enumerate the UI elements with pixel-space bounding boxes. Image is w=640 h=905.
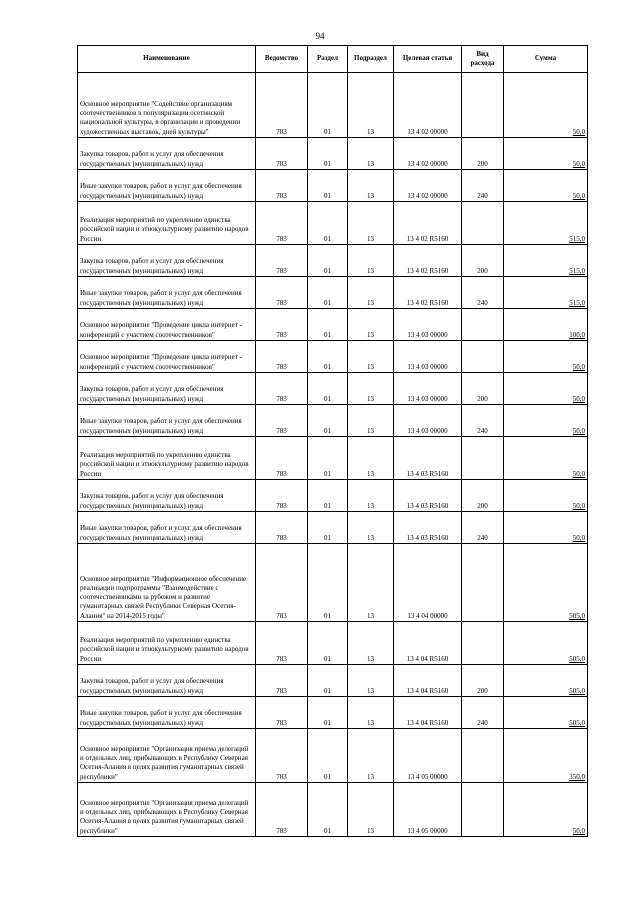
row-subsection: 13 <box>348 544 394 622</box>
row-target: 13 4 03 00000 <box>394 373 462 405</box>
row-expense-type: 240 <box>462 277 504 309</box>
row-section: 01 <box>308 437 348 480</box>
row-expense-type <box>462 202 504 245</box>
row-dept: 783 <box>256 544 308 622</box>
header-name: Наименование <box>78 46 256 73</box>
row-dept: 783 <box>256 138 308 170</box>
row-section: 01 <box>308 341 348 373</box>
row-section: 01 <box>308 697 348 729</box>
table-row <box>78 373 588 405</box>
row-amount: 515,0 <box>504 202 588 245</box>
row-subsection: 13 <box>348 277 394 309</box>
row-target: 13 4 02 R5160 <box>394 202 462 245</box>
row-amount: 50,0 <box>504 373 588 405</box>
table-row <box>78 277 588 309</box>
table-row <box>78 341 588 373</box>
row-amount: 50,0 <box>504 341 588 373</box>
header-expense-type: Вид расхода <box>462 46 504 73</box>
row-dept: 783 <box>256 373 308 405</box>
row-target: 13 4 02 00000 <box>394 170 462 202</box>
row-subsection: 13 <box>348 373 394 405</box>
row-target: 13 4 03 00000 <box>394 405 462 437</box>
row-subsection: 13 <box>348 480 394 512</box>
row-section: 01 <box>308 245 348 277</box>
row-dept: 783 <box>256 277 308 309</box>
row-dept: 783 <box>256 729 308 783</box>
row-amount: 515,0 <box>504 277 588 309</box>
table-row <box>78 783 588 837</box>
table-row <box>78 202 588 245</box>
row-name: Закупка товаров, работ и услуг для обеспечения государственных (муниципальных) нужд <box>78 480 256 512</box>
row-section: 01 <box>308 622 348 665</box>
row-target: 13 4 04 00000 <box>394 544 462 622</box>
row-subsection: 13 <box>348 437 394 480</box>
row-subsection: 13 <box>348 783 394 837</box>
row-name: Основное мероприятие "Содействие организациям соотечественников в популяризации осетинской национальной культуры, в организации и проведении художественных выставок, дней культуры" <box>78 73 256 138</box>
row-subsection: 13 <box>348 309 394 341</box>
row-section: 01 <box>308 405 348 437</box>
row-expense-type: 240 <box>462 405 504 437</box>
row-target: 13 4 04 R5160 <box>394 665 462 697</box>
row-subsection: 13 <box>348 170 394 202</box>
row-expense-type: 240 <box>462 170 504 202</box>
row-target: 13 4 03 R5160 <box>394 437 462 480</box>
table-row <box>78 697 588 729</box>
header-section: Раздел <box>308 46 348 73</box>
row-expense-type <box>462 437 504 480</box>
row-amount: 505,0 <box>504 544 588 622</box>
row-subsection: 13 <box>348 138 394 170</box>
row-expense-type: 240 <box>462 697 504 729</box>
row-amount: 50,0 <box>504 480 588 512</box>
row-dept: 783 <box>256 622 308 665</box>
row-amount: 50,0 <box>504 138 588 170</box>
row-target: 13 4 02 R5160 <box>394 277 462 309</box>
row-expense-type: 200 <box>462 480 504 512</box>
row-target: 13 4 05 00000 <box>394 783 462 837</box>
table-row <box>78 138 588 170</box>
row-name: Основное мероприятие "Проведение цикла интернет - конференций с участием соотечественников" <box>78 309 256 341</box>
row-name: Иные закупки товаров, работ и услуг для обеспечения государственных (муниципальных) нужд <box>78 405 256 437</box>
row-section: 01 <box>308 170 348 202</box>
row-target: 13 4 03 R5160 <box>394 480 462 512</box>
row-expense-type <box>462 544 504 622</box>
row-amount: 50,0 <box>504 405 588 437</box>
row-amount: 50,0 <box>504 170 588 202</box>
row-name: Основное мероприятие "Организация приема делегаций и отдельных лиц, прибывающих в Республику Северная Осетия-Алания в целях развития гуманитарных связей республики" <box>78 729 256 783</box>
row-expense-type <box>462 309 504 341</box>
page-number: 94 <box>315 31 325 41</box>
row-name: Основное мероприятие "Организация приема делегаций и отдельных лиц, прибывающих в Республику Северная Осетия-Алания в целях развития гуманитарных связей республики" <box>78 783 256 837</box>
row-subsection: 13 <box>348 202 394 245</box>
row-dept: 783 <box>256 202 308 245</box>
row-amount: 505,0 <box>504 622 588 665</box>
row-name: Закупка товаров, работ и услуг для обеспечения государственных (муниципальных) нужд <box>78 665 256 697</box>
row-dept: 783 <box>256 341 308 373</box>
row-dept: 783 <box>256 480 308 512</box>
row-expense-type: 240 <box>462 512 504 544</box>
row-subsection: 13 <box>348 245 394 277</box>
table-row <box>78 480 588 512</box>
row-target: 13 4 02 00000 <box>394 73 462 138</box>
header-dept: Ведомство <box>256 46 308 73</box>
row-dept: 783 <box>256 783 308 837</box>
row-section: 01 <box>308 512 348 544</box>
row-expense-type: 200 <box>462 373 504 405</box>
row-expense-type: 200 <box>462 245 504 277</box>
row-section: 01 <box>308 665 348 697</box>
row-section: 01 <box>308 277 348 309</box>
row-expense-type: 200 <box>462 138 504 170</box>
row-amount: 350,0 <box>504 729 588 783</box>
table-row <box>78 729 588 783</box>
row-name: Закупка товаров, работ и услуг для обеспечения государственных (муниципальных) нужд <box>78 138 256 170</box>
table-row <box>78 73 588 138</box>
table-row <box>78 512 588 544</box>
row-name: Иные закупки товаров, работ и услуг для обеспечения государственных (муниципальных) нужд <box>78 277 256 309</box>
row-dept: 783 <box>256 405 308 437</box>
row-target: 13 4 02 00000 <box>394 138 462 170</box>
header-target: Целевая статья <box>394 46 462 73</box>
row-name: Закупка товаров, работ и услуг для обеспечения государственных (муниципальных) нужд <box>78 373 256 405</box>
row-expense-type: 200 <box>462 665 504 697</box>
row-amount: 50,0 <box>504 512 588 544</box>
row-name: Основное мероприятие "Информационное обеспечение реализации подпрограммы "Взаимодействие с соотечественниками за рубежом и развитие гуманитарных связей Республики Северная Осетия-Алания" на 2014-2015 годы" <box>78 544 256 622</box>
row-amount: 505,0 <box>504 665 588 697</box>
row-target: 13 4 04 R5160 <box>394 622 462 665</box>
row-name: Основное мероприятие "Проведение цикла интернет - конференций с участием соотечественников" <box>78 341 256 373</box>
row-target: 13 4 05 00000 <box>394 729 462 783</box>
row-expense-type <box>462 341 504 373</box>
row-expense-type <box>462 622 504 665</box>
row-name: Реализация мероприятий по укреплению единства российской нации и этнокультурному развитию народов России <box>78 622 256 665</box>
budget-table <box>77 45 588 837</box>
table-row <box>78 405 588 437</box>
row-target: 13 4 04 R5160 <box>394 697 462 729</box>
row-section: 01 <box>308 73 348 138</box>
table-row <box>78 309 588 341</box>
row-section: 01 <box>308 138 348 170</box>
row-target: 13 4 03 R5160 <box>394 512 462 544</box>
row-expense-type <box>462 73 504 138</box>
row-expense-type <box>462 729 504 783</box>
row-name: Иные закупки товаров, работ и услуг для обеспечения государственных (муниципальных) нужд <box>78 170 256 202</box>
row-section: 01 <box>308 783 348 837</box>
row-dept: 783 <box>256 512 308 544</box>
row-target: 13 4 03 00000 <box>394 341 462 373</box>
row-subsection: 13 <box>348 341 394 373</box>
row-name: Закупка товаров, работ и услуг для обеспечения государственных (муниципальных) нужд <box>78 245 256 277</box>
row-target: 13 4 02 R5160 <box>394 245 462 277</box>
row-dept: 783 <box>256 73 308 138</box>
row-dept: 783 <box>256 170 308 202</box>
row-subsection: 13 <box>348 73 394 138</box>
row-name: Реализация мероприятий по укреплению единства российской нации и этнокультурному развитию народов России <box>78 202 256 245</box>
table-row <box>78 665 588 697</box>
row-subsection: 13 <box>348 665 394 697</box>
header-amount: Сумма <box>504 46 588 73</box>
row-expense-type <box>462 783 504 837</box>
row-amount: 50,0 <box>504 73 588 138</box>
header-subsection: Подраздел <box>348 46 394 73</box>
table-header-row <box>78 46 588 73</box>
table-row <box>78 622 588 665</box>
row-section: 01 <box>308 544 348 622</box>
row-dept: 783 <box>256 697 308 729</box>
table-row <box>78 245 588 277</box>
table-row <box>78 544 588 622</box>
row-subsection: 13 <box>348 697 394 729</box>
row-amount: 50,0 <box>504 437 588 480</box>
row-amount: 50,0 <box>504 783 588 837</box>
row-subsection: 13 <box>348 729 394 783</box>
row-name: Реализация мероприятий по укреплению единства российской нации и этнокультурному развитию народов России <box>78 437 256 480</box>
row-section: 01 <box>308 202 348 245</box>
table-row <box>78 170 588 202</box>
row-dept: 783 <box>256 665 308 697</box>
row-subsection: 13 <box>348 512 394 544</box>
row-amount: 515,0 <box>504 245 588 277</box>
row-name: Иные закупки товаров, работ и услуг для обеспечения государственных (муниципальных) нужд <box>78 512 256 544</box>
row-target: 13 4 03 00000 <box>394 309 462 341</box>
row-dept: 783 <box>256 437 308 480</box>
row-dept: 783 <box>256 245 308 277</box>
row-dept: 783 <box>256 309 308 341</box>
row-section: 01 <box>308 729 348 783</box>
table-row <box>78 437 588 480</box>
row-section: 01 <box>308 373 348 405</box>
row-section: 01 <box>308 309 348 341</box>
row-amount: 100,0 <box>504 309 588 341</box>
row-amount: 505,0 <box>504 697 588 729</box>
row-subsection: 13 <box>348 405 394 437</box>
row-section: 01 <box>308 480 348 512</box>
row-subsection: 13 <box>348 622 394 665</box>
table-body <box>78 73 588 837</box>
row-name: Иные закупки товаров, работ и услуг для обеспечения государственных (муниципальных) нужд <box>78 697 256 729</box>
